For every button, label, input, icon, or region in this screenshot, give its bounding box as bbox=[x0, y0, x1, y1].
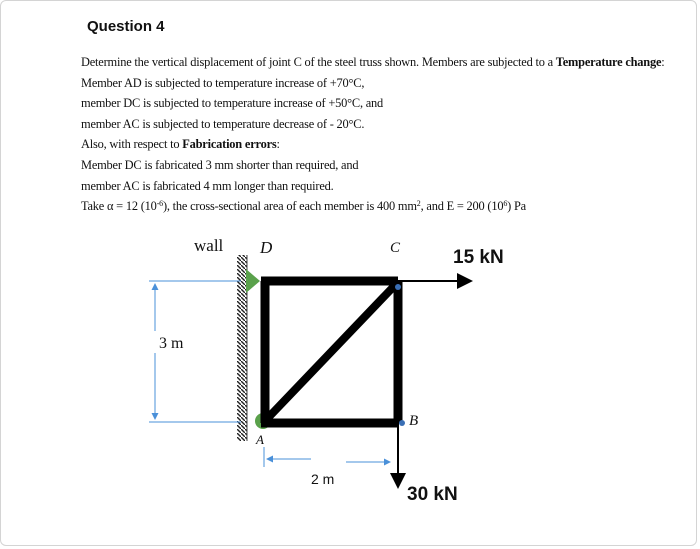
wall bbox=[237, 255, 247, 441]
joint-c-label: C bbox=[390, 240, 401, 256]
joint-c-icon bbox=[395, 284, 401, 290]
wall-label: wall bbox=[194, 236, 224, 255]
joint-a-label: A bbox=[256, 432, 264, 447]
statement-line-2: Member AD is subjected to temperature increase of +70°C, bbox=[81, 75, 365, 90]
joint-b-label: B bbox=[409, 413, 419, 429]
member-ac bbox=[265, 282, 398, 421]
statement-line-7: member AC is fabricated 4 mm longer than required. bbox=[81, 178, 334, 193]
load-15kn-label: 15 kN bbox=[453, 247, 504, 268]
joint-b-icon bbox=[399, 420, 405, 426]
question-title: Question 4 bbox=[87, 18, 165, 35]
joint-d-label: D bbox=[260, 238, 273, 257]
statement-line-8: Take α = 12 $(10^{-6})$, the cross-sectional area of each member is 400 $mm^2$, and E = 200 $(10^6)$ Pa bbox=[81, 199, 526, 214]
statement-line-3: member DC is subjected to temperature increase of +50°C, and bbox=[81, 96, 384, 111]
statement-line-1: Determine the vertical displacement of joint C of the steel truss shown. Members are subjected to a Temperature change: bbox=[81, 55, 665, 69]
load-30kn-label: 30 kN bbox=[407, 484, 458, 505]
width-dimension-label: 2 m bbox=[311, 471, 335, 487]
support-d-icon bbox=[246, 269, 260, 293]
statement-line-6: Member DC is fabricated 3 mm shorter than required, and bbox=[81, 157, 359, 172]
height-dimension-label: 3 m bbox=[159, 335, 184, 352]
statement-line-4: member AC is subjected to temperature decrease of - 20°C. bbox=[81, 116, 365, 131]
truss-figure bbox=[1, 1, 700, 549]
statement-line-5: Also, with respect to Fabrication errors: bbox=[81, 137, 280, 152]
